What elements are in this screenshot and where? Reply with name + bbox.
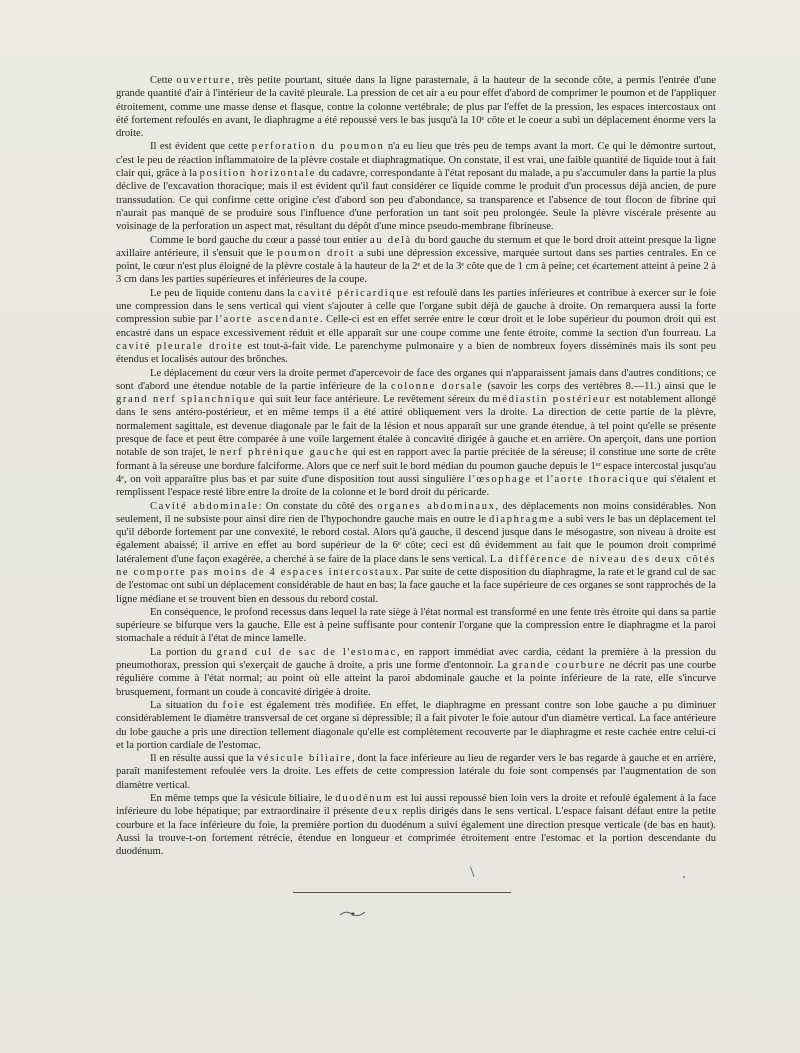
- paragraph: [116, 752, 716, 792]
- spaced-emphasis: nerf phrénique gauche: [219, 447, 350, 459]
- text-run: , en rapport immédiat avec cardia, cédant la première à la pression du pneumothorax, pression qui s'exerçait de gauche à droite, a pris une forme d'entonnoir. La: [116, 646, 716, 672]
- text-run: Comme le bord gauche du cœur a passé tout entier: [150, 234, 371, 246]
- spaced-emphasis: perforation du poumon: [251, 141, 385, 153]
- text-run: qui suit leur face antérieure. Le revêtement séreux du: [256, 394, 493, 406]
- spaced-emphasis: grande courbure: [511, 660, 606, 672]
- spaced-emphasis: l'aorte ascendante: [215, 314, 321, 326]
- spaced-emphasis: grand cul de sac de l'estomac: [216, 646, 397, 658]
- spaced-emphasis: cavité pleurale droite: [116, 340, 244, 352]
- text-run: a subi une dépression excessive, marquée surtout dans ses parties centrales. En ce point, le cœur n'est plus éloigné de la plèvre costale à la hauteur de la 2ᵉ et de la 3ᵉ côte que de 1 cm à peine; cet écartement atteint à peine 2 à 3 cm dans les parties supérieures et inférieures de la coupe.: [116, 247, 716, 286]
- paragraph: [116, 287, 716, 367]
- paragraph: [116, 234, 716, 287]
- ink-speck: [683, 876, 685, 878]
- text-run: Il est évident que cette: [150, 141, 252, 153]
- text-run: Il en résulte aussi que la: [150, 753, 257, 765]
- spaced-emphasis: grand nerf splanchnique: [116, 394, 257, 406]
- spaced-emphasis: foie: [222, 699, 246, 711]
- text-run: Le déplacement du cœur vers la droite permet d'apercevoir de face des organes qui n'apparaissent jamais dans d'autres conditions; ce sont d'abord une étendue notable de la partie inférieure de la: [116, 367, 716, 392]
- text-run: . Celle-ci est en effet serrée entre le cœur droit et le lobe supérieur du poumon droit qui est encastré dans un espace excessivement réduit et elle apparaît sur une coupe comme une fente étroite, comme la section d'un fourreau. La: [116, 314, 716, 339]
- spaced-emphasis: médiastin postérieur: [492, 394, 612, 406]
- text-run: replis dirigés dans le sens vertical. L'espace faisant défaut entre la petite courbure et la face inférieure du foie, la première portion du duodénum a suivi également une direction presque verticale (de bas en haut). Aussi la trouve-t-on fortement rétrécie, étendue en longueur et comprimée étroitement entre l'estomac et la portion descendante du duodénum.: [116, 806, 716, 858]
- marginal-mark: \: [470, 864, 475, 881]
- paragraph: [116, 367, 716, 500]
- paragraph: [116, 792, 716, 858]
- text-run: En même temps que la vésicule biliaire, le: [150, 793, 336, 805]
- spaced-emphasis: duodénum: [335, 793, 393, 805]
- spaced-emphasis: vésicule biliaire: [256, 753, 352, 765]
- text-run: qui s'étalent et remplissent l'espace resté libre entre la droite de la colonne et le bord droit du péricarde.: [116, 473, 716, 499]
- text-run: . Par suite de cette disposition du diaphragme, la rate et le grand cul de sac de l'estomac ont subi un déplacement considérable de haut en bas; la face gauche et la face supérieure de ces organes se sont rapprochés de la ligne médiane et se trouvent bien en dessous du rebord costal.: [116, 566, 716, 605]
- text-run: du bord gauche du sternum et que le bord droit atteint presque la ligne axillaire antérieure, il s'ensuit que le: [116, 234, 716, 259]
- text-run: : On constate du côté des: [258, 500, 378, 512]
- spaced-emphasis: organes abdominaux: [377, 500, 496, 512]
- paragraph: [116, 500, 716, 606]
- spaced-emphasis: Cavité abdominale: [150, 500, 259, 512]
- spaced-emphasis: au delà: [370, 234, 412, 246]
- text-run: (savoir les corps des vertèbres 8.—11.) ainsi que le: [483, 380, 717, 392]
- text-run: En conséquence, le profond recessus dans lequel la rate siège à l'état normal est transformé en une fente très étroite qui dans sa partie supérieure se bifurque vers la gauche. Elle est à peine suffisante pour contenir l'organe que la compression entre le diaphragme et la paroi stomachale a réduit à l'état de mince lamelle.: [116, 606, 716, 645]
- spaced-emphasis: ouverture: [176, 75, 232, 86]
- spaced-emphasis: poumon droit: [277, 247, 356, 259]
- end-ornament-icon: [338, 908, 368, 920]
- text-run: a subi vers le bas un déplacement tel qu'il déborde fortement par une convexité, le rebord costal. Alors qu'à gauche, il descend jusque dans le mésogastre, son niveau à droite est également abaissé; il arrive en effet au bord supérieur de la 6ᵉ côte; ceci est dû évidemment au fait que le poumon droit comprimé latéralement d'une façon exagérée, a cherché à se faire de la place dans le sens vertical.: [116, 513, 716, 565]
- text-run: , des déplacements non moins considérables. Non seulement, il ne subsiste pour ainsi dire rien de l'hypochondre gauche mais en outre le: [116, 500, 716, 525]
- spaced-emphasis: deux: [371, 806, 399, 818]
- text-run: est également très modifiée. En effet, le diaphragme en pressant contre son lobe gauche a pu diminuer considérablement le diamètre transversal de cet organe si dépressible; il a fait pivoter le foie autour d'un diamètre vertical. La face antérieure du lobe gauche a pris une direction tellement diagonale qu'elle est complètement recouverte par le diaphragme et reste cachée entre celui-ci et la portion cardiale de l'estomac.: [116, 699, 717, 751]
- text-run: du cadavre, correspondante à l'état reposant du malade, a pu s'accumuler dans la partie la plus déclive de l'excavation thoracique; mais il est évident qu'il faut considérer ce liquide comme le produit d'un processus déjà ancien, de pure transsudation. Ce qui confirme cette origine c'est d'abord son peu d'abondance, sa transparence et l'absence de tout flocon de fibrine qui n'aurait pas manqué de se produire sous l'influence d'une perforation un tant soit peu prolongée. Seule la plèvre viscérale présente au voisinage de la perforation un aspect mat, résultant du dépôt d'une mince pseudo-membrane fibrineuse.: [116, 168, 716, 233]
- spaced-emphasis: l'œsophage: [468, 473, 532, 485]
- text-run: La portion du: [150, 646, 217, 658]
- spaced-emphasis: l'aorte thoracique: [546, 473, 650, 485]
- paragraph: [116, 646, 716, 699]
- text-run: , très petite pourtant, située dans la ligne parasternale, à la hauteur de la seconde côte, a permis l'entrée d'une grande quantité d'air à l'intérieur de la cavité pleurale. La pression de cet air a eu pour effet d'abord de comprimer le poumon et de l'appliquer étroitement, comme une masse dense et flasque, contre la colonne vertébrale; de plus par l'effet de la pression, les espaces intercostaux ont été fortement refoulés en avant, le diaphragme a été repoussé vers le bas jusqu'à la 10ᵉ côte et le coeur a subi un déplacement énorme vers la droite.: [116, 75, 717, 140]
- paragraph: [116, 606, 716, 646]
- body-text: [116, 74, 716, 859]
- text-run: , dont la face inférieure au lieu de regarder vers le bas regarde à gauche et en arrière, paraît manifestement refoulée vers la droite. Les effets de cette compression latérale du foie sont compensés par l'augmentation de son diamètre vertical.: [116, 753, 717, 791]
- text-run: qui est en rapport avec la partie précitée de la séreuse; il constitue une sorte de crête formant à la séreuse une bordure falciforme. Alors que ce nerf suit le bord médian du poumon gauche depuis le 1ᵉʳ espace intercostal jusqu'au 4ᵉ, on voit apparaître plus bas et par suite d'une disposition tout aussi singulière: [116, 447, 717, 485]
- text-run: est refoulé dans les parties inférieures et contribue à exercer sur le foie une compression dans le sens vertical qui vient s'ajouter à celle que l'organe subit déjà de gauche à droite. On remarquera aussi la forte compression subie par: [116, 287, 716, 326]
- paragraph: [116, 74, 716, 140]
- spaced-emphasis: diaphragme: [488, 513, 555, 525]
- end-rule: [293, 892, 511, 893]
- text-run: La situation du: [150, 699, 223, 711]
- text-run: est lui aussi repoussé bien loin vers la droite et refoulé également à la face inférieure du lobe hépatique; par extraordinaire il présente: [116, 793, 716, 818]
- text-run: Le peu de liquide contenu dans la: [150, 287, 298, 299]
- text-run: est notablement allongé dans le sens antéro-postérieur, et en même temps il a été attiré obliquement vers la droite. La direction de cette partie de la plèvre, normalement sagittale, est devenue diagonale par le fait de la lésion et nous apparaît sur une grande étendue, à tel point qu'elle se présente presque de face et peut être comparée à une voile largement étalée à concavité dirigée à gauche et en arrière. On aperçoit, dans une portion notable de son trajet, le: [116, 394, 716, 459]
- spaced-emphasis: colonne dorsale: [391, 380, 484, 392]
- paragraph: [116, 140, 716, 233]
- text-run: n'a eu lieu que très peu de temps avant la mort. Ce qui le démontre surtout, c'est le peu de réaction inflammatoire de la plèvre costale et diaphragmatique. On constate, il est vrai, une faible quantité de liquide tout à fait clair qui, grâce à la: [116, 141, 716, 180]
- spaced-emphasis: cavité péricardique: [297, 287, 410, 299]
- text-run: ne décrit pas une courbe régulière comme à l'état normal; au point où elle atteint la paroi abdominale gauche et la pointe inférieure de la rate, elle s'incurve brusquement, formant un coude à concavité dirigée à droite.: [116, 660, 716, 698]
- text-run: Cette: [150, 75, 177, 86]
- text-run: est tout-à-fait vide. Le parenchyme pulmonaire y a bien de nombreux foyers disséminés mais ils sont peu étendus et localisés autour des brônches.: [116, 340, 716, 366]
- text-run: et: [531, 473, 547, 485]
- spaced-emphasis: La différence de niveau des deux côtés ne comporte pas moins de 4 espaces intercostaux: [116, 553, 716, 578]
- paragraph: [116, 699, 716, 752]
- spaced-emphasis: position horizontale: [199, 168, 317, 180]
